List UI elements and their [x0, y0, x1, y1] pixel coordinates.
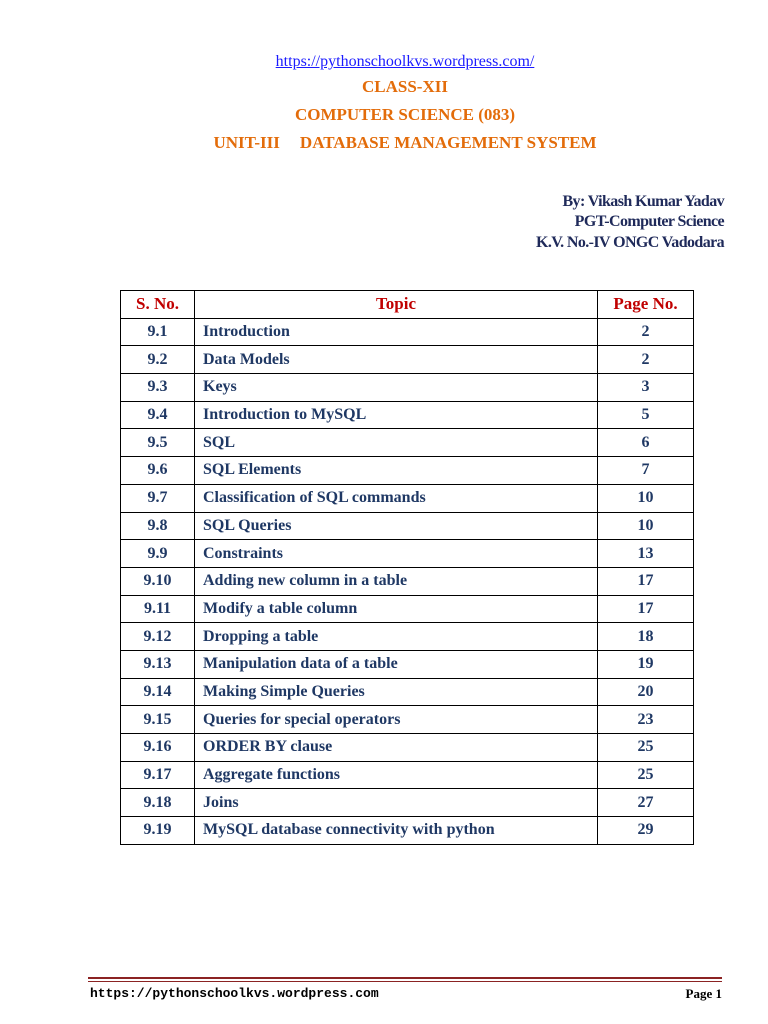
- cell-topic: ORDER BY clause: [195, 734, 598, 762]
- table-row: [121, 567, 694, 595]
- cell-sno: 9.18: [121, 789, 195, 817]
- author-school: K.V. No.-IV ONGC Vadodara: [535, 234, 724, 251]
- cell-sno: 9.4: [121, 401, 195, 429]
- cell-topic: Adding new column in a table: [195, 567, 598, 595]
- page-number: Page 1: [685, 986, 722, 1001]
- cell-sno: 9.10: [121, 567, 195, 595]
- cell-page: 13: [598, 540, 694, 568]
- author-name: By: Vikash Kumar Yadav: [562, 193, 724, 210]
- cell-sno: 9.19: [121, 817, 195, 845]
- table-row: [121, 374, 694, 402]
- cell-page: 20: [598, 678, 694, 706]
- cell-page: 10: [598, 512, 694, 540]
- cell-sno: 9.14: [121, 678, 195, 706]
- table-row: [121, 789, 694, 817]
- subject-heading: COMPUTER SCIENCE (083): [294, 105, 516, 124]
- cell-topic: Manipulation data of a table: [195, 650, 598, 678]
- cell-page: 3: [598, 374, 694, 402]
- cell-sno: 9.17: [121, 761, 195, 789]
- cell-sno: 9.7: [121, 484, 195, 512]
- cell-sno: 9.11: [121, 595, 195, 623]
- contents-table: [120, 290, 694, 845]
- footer-url[interactable]: https://pythonschoolkvs.wordpress.com: [90, 986, 379, 1001]
- table-row: [121, 484, 694, 512]
- cell-page: 25: [598, 734, 694, 762]
- cell-topic: MySQL database connectivity with python: [195, 817, 598, 845]
- class-heading: CLASS-XII: [362, 77, 448, 96]
- table-row: [121, 595, 694, 623]
- cell-page: 2: [598, 346, 694, 374]
- cell-topic: Queries for special operators: [195, 706, 598, 734]
- website-link[interactable]: https://pythonschoolkvs.wordpress.com/: [275, 53, 535, 70]
- unit-number: UNIT-III: [213, 133, 280, 152]
- author-designation: PGT-Computer Science: [574, 213, 724, 230]
- table-row: [121, 429, 694, 457]
- cell-page: 10: [598, 484, 694, 512]
- cell-sno: 9.3: [121, 374, 195, 402]
- cell-page: 18: [598, 623, 694, 651]
- cell-topic: Introduction to MySQL: [195, 401, 598, 429]
- cell-topic: Classification of SQL commands: [195, 484, 598, 512]
- column-header-sno: S. No.: [121, 291, 195, 319]
- cell-page: 23: [598, 706, 694, 734]
- table-row: [121, 623, 694, 651]
- cell-topic: Constraints: [195, 540, 598, 568]
- cell-page: 6: [598, 429, 694, 457]
- cell-sno: 9.9: [121, 540, 195, 568]
- table-row: [121, 401, 694, 429]
- cell-sno: 9.13: [121, 650, 195, 678]
- cell-sno: 9.8: [121, 512, 195, 540]
- cell-page: 17: [598, 567, 694, 595]
- cell-topic: Dropping a table: [195, 623, 598, 651]
- table-row: [121, 817, 694, 845]
- cell-topic: Making Simple Queries: [195, 678, 598, 706]
- cell-topic: Aggregate functions: [195, 761, 598, 789]
- column-header-page: Page No.: [598, 291, 694, 319]
- footer-rule-thin: [88, 981, 722, 982]
- table-row: [121, 678, 694, 706]
- cell-page: 27: [598, 789, 694, 817]
- table-row: [121, 761, 694, 789]
- cell-sno: 9.1: [121, 318, 195, 346]
- cell-sno: 9.2: [121, 346, 195, 374]
- cell-topic: SQL Elements: [195, 457, 598, 485]
- column-header-topic: Topic: [195, 291, 598, 319]
- table-row: [121, 734, 694, 762]
- table-row: [121, 650, 694, 678]
- table-row: [121, 346, 694, 374]
- cell-page: 25: [598, 761, 694, 789]
- table-row: [121, 706, 694, 734]
- unit-title: DATABASE MANAGEMENT SYSTEM: [299, 133, 597, 152]
- cell-page: 2: [598, 318, 694, 346]
- cell-topic: Data Models: [195, 346, 598, 374]
- cell-topic: Introduction: [195, 318, 598, 346]
- cell-topic: Joins: [195, 789, 598, 817]
- table-row: [121, 512, 694, 540]
- table-header-row: [121, 291, 694, 319]
- cell-topic: SQL: [195, 429, 598, 457]
- cell-page: 7: [598, 457, 694, 485]
- cell-topic: Keys: [195, 374, 598, 402]
- cell-sno: 9.6: [121, 457, 195, 485]
- cell-sno: 9.15: [121, 706, 195, 734]
- cell-topic: Modify a table column: [195, 595, 598, 623]
- unit-heading: [0, 133, 768, 153]
- cell-sno: 9.5: [121, 429, 195, 457]
- cell-sno: 9.12: [121, 623, 195, 651]
- cell-page: 19: [598, 650, 694, 678]
- cell-page: 5: [598, 401, 694, 429]
- table-row: [121, 318, 694, 346]
- cell-page: 29: [598, 817, 694, 845]
- cell-page: 17: [598, 595, 694, 623]
- table-row: [121, 540, 694, 568]
- cell-topic: SQL Queries: [195, 512, 598, 540]
- table-row: [121, 457, 694, 485]
- footer-rule: [88, 977, 722, 979]
- cell-sno: 9.16: [121, 734, 195, 762]
